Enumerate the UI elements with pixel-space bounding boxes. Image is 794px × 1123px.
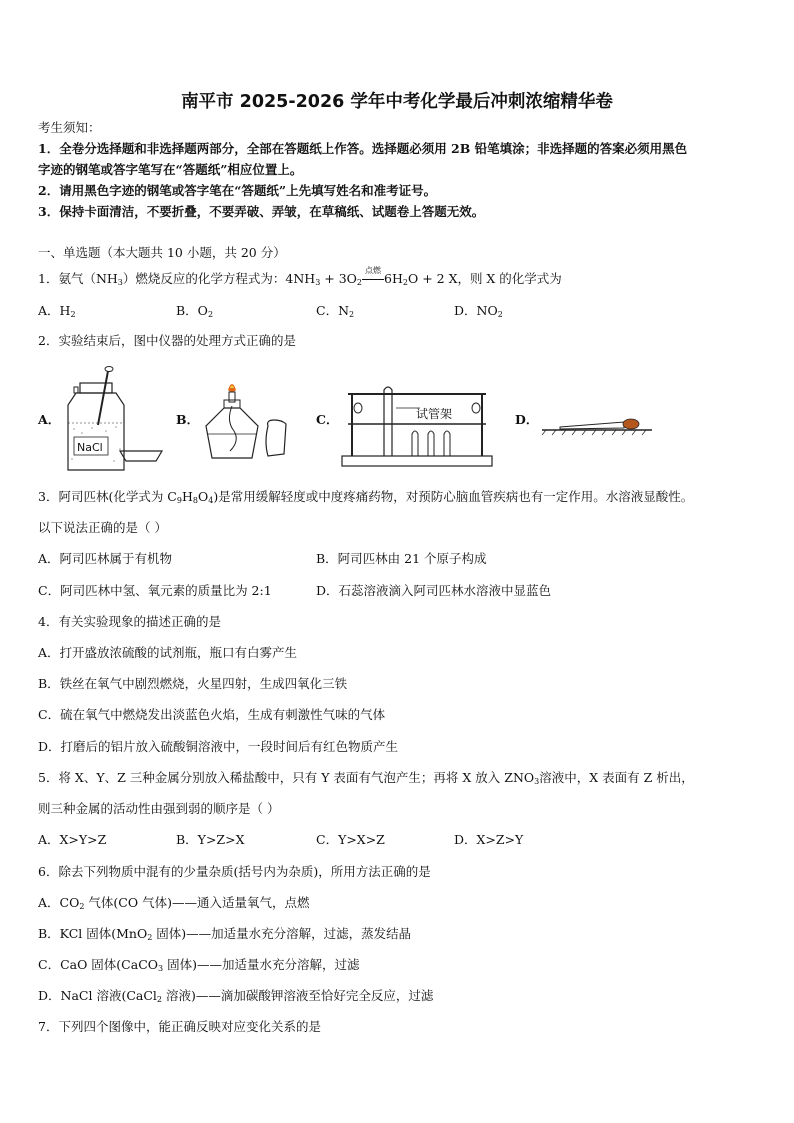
q6-option-d: D．NaCl 溶液(CaCl$_2$ 溶液)——滴加碳酸钾溶液至恰好完全反应，过滤 xyxy=(38,988,434,1004)
q5-option-d: D．X>Z>Y xyxy=(454,832,524,847)
q3-option-c: C．阿司匹林中氢、氧元素的质量比为 2:1 xyxy=(38,583,272,598)
nacl-label: NaCl xyxy=(77,441,103,454)
dropper-figure xyxy=(540,400,655,440)
q4-option-c: C．硫在氧气中燃烧发出淡蓝色火焰，生成有刺激性气味的气体 xyxy=(38,707,386,722)
q3-option-a: A．阿司匹林属于有机物 xyxy=(38,551,173,566)
question-5-stem: 5．将 X、Y、Z 三种金属分别放入稀盐酸中，只有 Y 表面有气泡产生；再将 X 放入 $ZNO_3$溶液中，X 表面有 Z 析出， xyxy=(38,770,694,786)
q3-option-d: D．石蕊溶液滴入阿司匹林水溶液中显蓝色 xyxy=(316,583,552,598)
q3-option-b: B．阿司匹林由 21 个原子构成 xyxy=(316,551,487,566)
q1-option-b: B．$O_2$ xyxy=(176,303,214,319)
q1-option-a: A．$H_2$ xyxy=(38,303,76,319)
q4-option-b: B．铁丝在氧气中剧烈燃烧，火星四射，生成四氧化三铁 xyxy=(38,676,348,691)
alcohol-lamp-figure xyxy=(196,376,292,466)
page-title: 南平市 2025-2026 学年中考化学最后冲刺浓缩精华卷 xyxy=(181,92,613,112)
q1-option-d: D．$NO_2$ xyxy=(454,303,503,319)
q4-option-d: D．打磨后的铝片放入硫酸铜溶液中，一段时间后有红色物质产生 xyxy=(38,739,399,754)
section-heading: 一、单选题（本大题共 10 小题，共 20 分） xyxy=(38,245,286,260)
q1-option-c: C．$N_2$ xyxy=(316,303,355,319)
question-3-stem-cont: 以下说法正确的是（ ） xyxy=(38,520,167,535)
notice-item-1: 1．全卷分选择题和非选择题两部分，全部在答题纸上作答。选择题必须用 2B 铅笔填涂；非选择题的答案必须用黑色 xyxy=(38,141,688,156)
q6-option-a: A．$CO_2$ 气体(CO 气体)——通入适量氧气，点燃 xyxy=(38,895,310,911)
rack-label: 试管架 xyxy=(416,407,453,421)
q2-label-d: D． xyxy=(515,412,539,427)
question-5-stem-cont: 则三种金属的活动性由强到弱的顺序是（ ） xyxy=(38,801,280,816)
test-tube-rack-figure xyxy=(340,376,500,471)
q5-option-c: C．Y>X>Z xyxy=(316,832,385,847)
q2-label-c: C． xyxy=(316,412,339,427)
reagent-bottle-figure xyxy=(62,365,172,475)
q5-option-b: B．Y>Z>X xyxy=(176,832,245,847)
q5-option-a: A．X>Y>Z xyxy=(38,832,107,847)
notice-item-1-cont: 字迹的钢笔或答字笔写在“答题纸”相应位置上。 xyxy=(38,162,303,177)
q2-label-a: A． xyxy=(38,412,61,427)
reaction-condition: 点燃 xyxy=(365,266,382,275)
q6-option-b: B．KCl 固体(MnO$_2$ 固体)——加适量水充分溶解，过滤，蒸发结晶 xyxy=(38,926,412,942)
notice-heading: 考生须知： xyxy=(38,120,101,135)
question-3-stem: 3．阿司匹林(化学式为 $C_9H_8O_4$)是常用缓解轻度或中度疼痛药物，对预防心脑血管疾病也有一定作用。水溶液显酸性。 xyxy=(38,489,694,505)
question-6-stem: 6．除去下列物质中混有的少量杂质(括号内为杂质)，所用方法正确的是 xyxy=(38,864,431,879)
question-1-stem: 1．氨气$(NH_3)$燃烧反应的化学方程式为：$4NH_3 + 3O_2$ 点燃 $6H_2O + 2$ X，则 X 的化学式为 xyxy=(38,271,562,287)
question-4-stem: 4．有关实验现象的描述正确的是 xyxy=(38,614,221,629)
question-7-stem: 7．下列四个图像中，能正确反映对应变化关系的是 xyxy=(38,1019,321,1034)
notice-item-3: 3．保持卡面清洁，不要折叠，不要弄破、弄皱，在草稿纸、试题卷上答题无效。 xyxy=(38,204,485,219)
q6-option-c: C．CaO 固体(CaCO$_3$ 固体)——加适量水充分溶解，过滤 xyxy=(38,957,360,973)
q4-option-a: A．打开盛放浓硫酸的试剂瓶，瓶口有白雾产生 xyxy=(38,645,298,660)
notice-item-2: 2．请用黑色字迹的钢笔或答字笔在“答题纸”上先填写姓名和准考证号。 xyxy=(38,183,437,198)
q2-label-b: B． xyxy=(176,412,200,427)
question-2-stem: 2．实验结束后，图中仪器的处理方式正确的是 xyxy=(38,333,296,348)
